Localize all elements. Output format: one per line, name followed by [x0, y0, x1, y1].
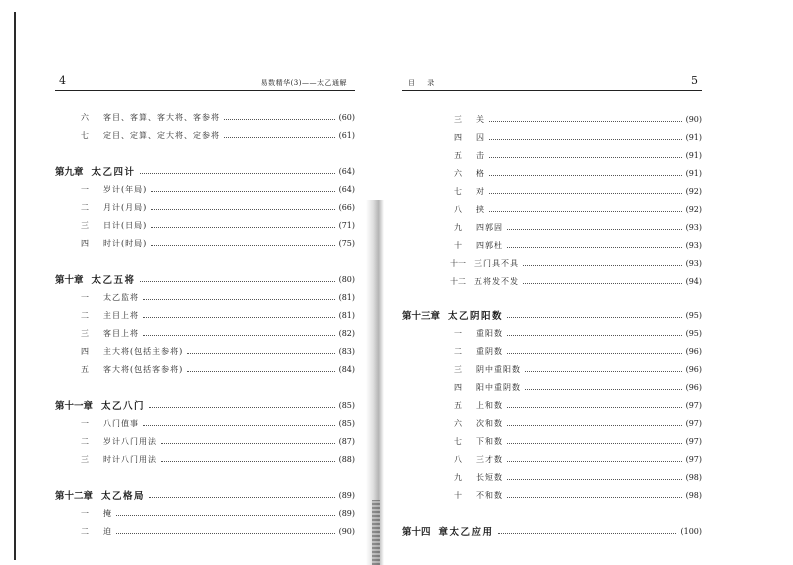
section-number: 六 — [454, 418, 462, 428]
section-title: 下和数 — [476, 436, 503, 446]
chapter-number: 第十二章 — [55, 491, 94, 502]
section-number: 二 — [81, 202, 89, 212]
page-reference: (90) — [338, 526, 355, 536]
toc-section-entry[interactable] — [55, 128, 355, 142]
section-title: 上和数 — [476, 400, 503, 410]
section-number: 五 — [454, 400, 462, 410]
toc-chapter-entry[interactable] — [55, 164, 355, 178]
chapter-number: 第九章 — [55, 167, 84, 178]
page-reference: (71) — [338, 220, 355, 230]
section-title: 四郭杜 — [476, 240, 503, 250]
section-title: 客大将(包括客参将) — [103, 364, 184, 374]
toc-section-entry[interactable] — [55, 416, 355, 430]
chapter-number: 第十章 — [55, 275, 84, 286]
section-number: 十 — [454, 490, 462, 500]
toc-section-entry[interactable] — [402, 380, 702, 394]
section-number: 十一 — [450, 258, 466, 268]
toc-section-entry[interactable] — [402, 112, 702, 126]
section-number: 五 — [81, 364, 89, 374]
section-number: 六 — [454, 168, 462, 178]
dot-leader — [507, 461, 682, 462]
page-reference: (96) — [685, 346, 702, 356]
toc-section-entry[interactable] — [55, 362, 355, 376]
page-reference: (94) — [685, 276, 702, 286]
toc-section-entry[interactable] — [402, 184, 702, 198]
section-number: 八 — [454, 454, 462, 464]
dot-leader — [489, 193, 682, 194]
page-reference: (95) — [685, 328, 702, 338]
section-title: 次和数 — [476, 418, 503, 428]
page-reference: (98) — [685, 472, 702, 482]
page-reference: (84) — [338, 364, 355, 374]
page-reference: (60) — [338, 112, 355, 122]
page-reference: (97) — [685, 436, 702, 446]
section-number: 十二 — [450, 276, 466, 286]
page-reference: (91) — [685, 150, 702, 160]
toc-section-entry[interactable] — [55, 182, 355, 196]
section-title: 主大将(包括主参将) — [103, 346, 184, 356]
toc-chapter-entry[interactable] — [402, 308, 702, 322]
section-number: 五 — [454, 150, 462, 160]
toc-chapter-entry[interactable] — [402, 524, 702, 538]
section-title: 重阴数 — [476, 346, 503, 356]
page-reference: (98) — [685, 490, 702, 500]
toc-section-entry[interactable] — [55, 290, 355, 304]
dot-leader — [507, 229, 682, 230]
toc-section-entry[interactable] — [55, 344, 355, 358]
page-reference: (96) — [685, 364, 702, 374]
dot-leader — [151, 245, 334, 246]
dot-leader — [161, 443, 335, 444]
right-running-title: 目 录 — [408, 79, 440, 87]
section-number: 一 — [81, 418, 89, 428]
dot-leader — [140, 281, 335, 282]
left-page-number: 4 — [59, 74, 66, 87]
page-reference: (80) — [338, 274, 355, 284]
toc-section-entry[interactable] — [402, 274, 702, 288]
dot-leader — [187, 371, 334, 372]
right-page — [402, 0, 702, 565]
section-title: 五将发不发 — [474, 276, 519, 286]
section-title: 八门值事 — [103, 418, 139, 428]
section-title: 掩 — [103, 508, 112, 518]
toc-chapter-entry[interactable] — [55, 272, 355, 286]
section-number: 三 — [454, 364, 462, 374]
dot-leader — [161, 461, 335, 462]
section-title: 定目、定算、定大将、定参将 — [103, 130, 220, 140]
page-reference: (93) — [685, 258, 702, 268]
toc-section-entry[interactable] — [55, 200, 355, 214]
dot-leader — [525, 389, 682, 390]
dot-leader — [507, 317, 682, 318]
toc-section-entry[interactable] — [402, 256, 702, 270]
page-reference: (92) — [685, 186, 702, 196]
page-reference: (85) — [338, 400, 355, 410]
section-number: 九 — [454, 222, 462, 232]
section-title: 挟 — [476, 204, 485, 214]
page-reference: (97) — [685, 400, 702, 410]
page-reference: (81) — [338, 310, 355, 320]
chapter-number: 第十三章 — [402, 311, 441, 322]
dot-leader — [489, 139, 682, 140]
page-reference: (96) — [685, 382, 702, 392]
dot-leader — [489, 157, 682, 158]
dot-leader — [140, 173, 335, 174]
toc-section-entry[interactable] — [402, 326, 702, 340]
dot-leader — [149, 497, 335, 498]
section-number: 三 — [81, 220, 89, 230]
section-number: 四 — [81, 238, 89, 248]
section-title: 时计八门用法 — [103, 454, 157, 464]
toc-section-entry[interactable] — [402, 344, 702, 358]
page-reference: (97) — [685, 418, 702, 428]
section-title: 长短数 — [476, 472, 503, 482]
section-title: 时计(时局) — [103, 238, 148, 248]
section-number: 三 — [454, 114, 462, 124]
page-reference: (87) — [338, 436, 355, 446]
section-number: 二 — [81, 526, 89, 536]
toc-section-entry[interactable] — [402, 488, 702, 502]
chapter-title: 太乙五将 — [91, 275, 136, 286]
dot-leader — [498, 533, 677, 534]
section-number: 一 — [81, 508, 89, 518]
page-reference: (88) — [338, 454, 355, 464]
page-reference: (92) — [685, 204, 702, 214]
toc-section-entry[interactable] — [55, 506, 355, 520]
toc-chapter-entry[interactable] — [55, 488, 355, 502]
toc-section-entry[interactable] — [402, 398, 702, 412]
section-number: 九 — [454, 472, 462, 482]
dot-leader — [143, 425, 335, 426]
section-number: 四 — [81, 346, 89, 356]
scan-edge-shadow — [14, 12, 16, 560]
section-number: 四 — [454, 132, 462, 142]
right-page-number: 5 — [691, 74, 698, 87]
page-reference: (83) — [338, 346, 355, 356]
section-number: 四 — [454, 382, 462, 392]
toc-chapter-entry[interactable] — [55, 398, 355, 412]
page-reference: (89) — [338, 490, 355, 500]
page-reference: (97) — [685, 454, 702, 464]
section-number: 二 — [81, 436, 89, 446]
right-page-header — [402, 76, 702, 91]
dot-leader — [523, 265, 682, 266]
chapter-title: 太乙八门 — [101, 401, 146, 412]
section-title: 客目上将 — [103, 328, 139, 338]
page-reference: (93) — [685, 240, 702, 250]
section-title: 太乙监将 — [103, 292, 139, 302]
page-reference: (91) — [685, 168, 702, 178]
toc-section-entry[interactable] — [55, 326, 355, 340]
section-title: 迫 — [103, 526, 112, 536]
toc-section-entry[interactable] — [402, 434, 702, 448]
section-title: 三才数 — [476, 454, 503, 464]
dot-leader — [507, 247, 682, 248]
section-number: 三 — [81, 454, 89, 464]
left-page — [55, 0, 355, 565]
dot-leader — [489, 121, 682, 122]
page-reference: (61) — [338, 130, 355, 140]
dot-leader — [143, 299, 335, 300]
toc-section-entry[interactable] — [402, 148, 702, 162]
page-reference: (66) — [338, 202, 355, 212]
toc-section-entry[interactable] — [402, 166, 702, 180]
section-title: 月计(月局) — [103, 202, 148, 212]
dot-leader — [116, 533, 335, 534]
toc-section-entry[interactable] — [55, 236, 355, 250]
section-number: 六 — [81, 112, 89, 122]
section-title: 四郭固 — [476, 222, 503, 232]
section-number: 七 — [81, 130, 89, 140]
chapter-number: 第十一章 — [55, 401, 94, 412]
dot-leader — [143, 317, 335, 318]
dot-leader — [143, 335, 335, 336]
section-title: 岁计(年局) — [103, 184, 148, 194]
dot-leader — [151, 227, 334, 228]
dot-leader — [116, 515, 335, 516]
page-reference: (93) — [685, 222, 702, 232]
chapter-title: 太乙四计 — [91, 167, 136, 178]
section-number: 七 — [454, 186, 462, 196]
section-number: 一 — [81, 292, 89, 302]
section-title: 击 — [476, 150, 485, 160]
page-reference: (64) — [338, 166, 355, 176]
page-reference: (82) — [338, 328, 355, 338]
toc-section-entry[interactable] — [55, 308, 355, 322]
section-title: 三门具不具 — [474, 258, 519, 268]
chapter-number: 第十四 — [402, 527, 431, 538]
page-reference: (64) — [338, 184, 355, 194]
toc-section-entry[interactable] — [55, 110, 355, 124]
dot-leader — [224, 137, 335, 138]
section-title: 囚 — [476, 132, 485, 142]
toc-section-entry[interactable] — [402, 130, 702, 144]
toc-section-entry[interactable] — [402, 220, 702, 234]
section-title: 格 — [476, 168, 485, 178]
dot-leader — [507, 497, 682, 498]
dot-leader — [507, 407, 682, 408]
dot-leader — [489, 175, 682, 176]
section-title: 对 — [476, 186, 485, 196]
toc-section-entry[interactable] — [402, 452, 702, 466]
page-reference: (100) — [680, 526, 702, 536]
section-number: 十 — [454, 240, 462, 250]
dot-leader — [151, 209, 334, 210]
section-number: 八 — [454, 204, 462, 214]
page-reference: (90) — [685, 114, 702, 124]
dot-leader — [523, 283, 682, 284]
section-title: 不和数 — [476, 490, 503, 500]
book-spine-binding — [372, 500, 380, 565]
section-title: 重阳数 — [476, 328, 503, 338]
dot-leader — [489, 211, 682, 212]
toc-section-entry[interactable] — [55, 434, 355, 448]
chapter-title: 章太乙应用 — [438, 527, 494, 538]
dot-leader — [507, 479, 682, 480]
section-number: 一 — [454, 328, 462, 338]
toc-section-entry[interactable] — [402, 238, 702, 252]
chapter-title: 太乙阴阳数 — [448, 311, 504, 322]
section-number: 二 — [454, 346, 462, 356]
dot-leader — [151, 191, 334, 192]
page-reference: (95) — [685, 310, 702, 320]
dot-leader — [187, 353, 334, 354]
toc-section-entry[interactable] — [402, 470, 702, 484]
chapter-title: 太乙格局 — [101, 491, 146, 502]
section-title: 主目上将 — [103, 310, 139, 320]
dot-leader — [507, 425, 682, 426]
page-reference: (89) — [338, 508, 355, 518]
dot-leader — [224, 119, 335, 120]
section-title: 阴中重阳数 — [476, 364, 521, 374]
section-number: 二 — [81, 310, 89, 320]
toc-section-entry[interactable] — [402, 202, 702, 216]
section-number: 一 — [81, 184, 89, 194]
left-page-header — [55, 76, 355, 91]
page-reference: (81) — [338, 292, 355, 302]
toc-section-entry[interactable] — [402, 416, 702, 430]
dot-leader — [149, 407, 335, 408]
page-reference: (75) — [338, 238, 355, 248]
toc-section-entry[interactable] — [55, 218, 355, 232]
toc-section-entry[interactable] — [55, 452, 355, 466]
dot-leader — [507, 335, 682, 336]
toc-section-entry[interactable] — [55, 524, 355, 538]
dot-leader — [525, 371, 682, 372]
section-title: 日计(日局) — [103, 220, 148, 230]
toc-section-entry[interactable] — [402, 362, 702, 376]
section-number: 七 — [454, 436, 462, 446]
section-number: 三 — [81, 328, 89, 338]
section-title: 岁计八门用法 — [103, 436, 157, 446]
page-reference: (85) — [338, 418, 355, 428]
dot-leader — [507, 353, 682, 354]
section-title: 关 — [476, 114, 485, 124]
left-running-title: 易数精华(3)——太乙通解 — [260, 79, 347, 87]
dot-leader — [507, 443, 682, 444]
page-reference: (91) — [685, 132, 702, 142]
section-title: 客目、客算、客大将、客参将 — [103, 112, 220, 122]
section-title: 阳中重阴数 — [476, 382, 521, 392]
